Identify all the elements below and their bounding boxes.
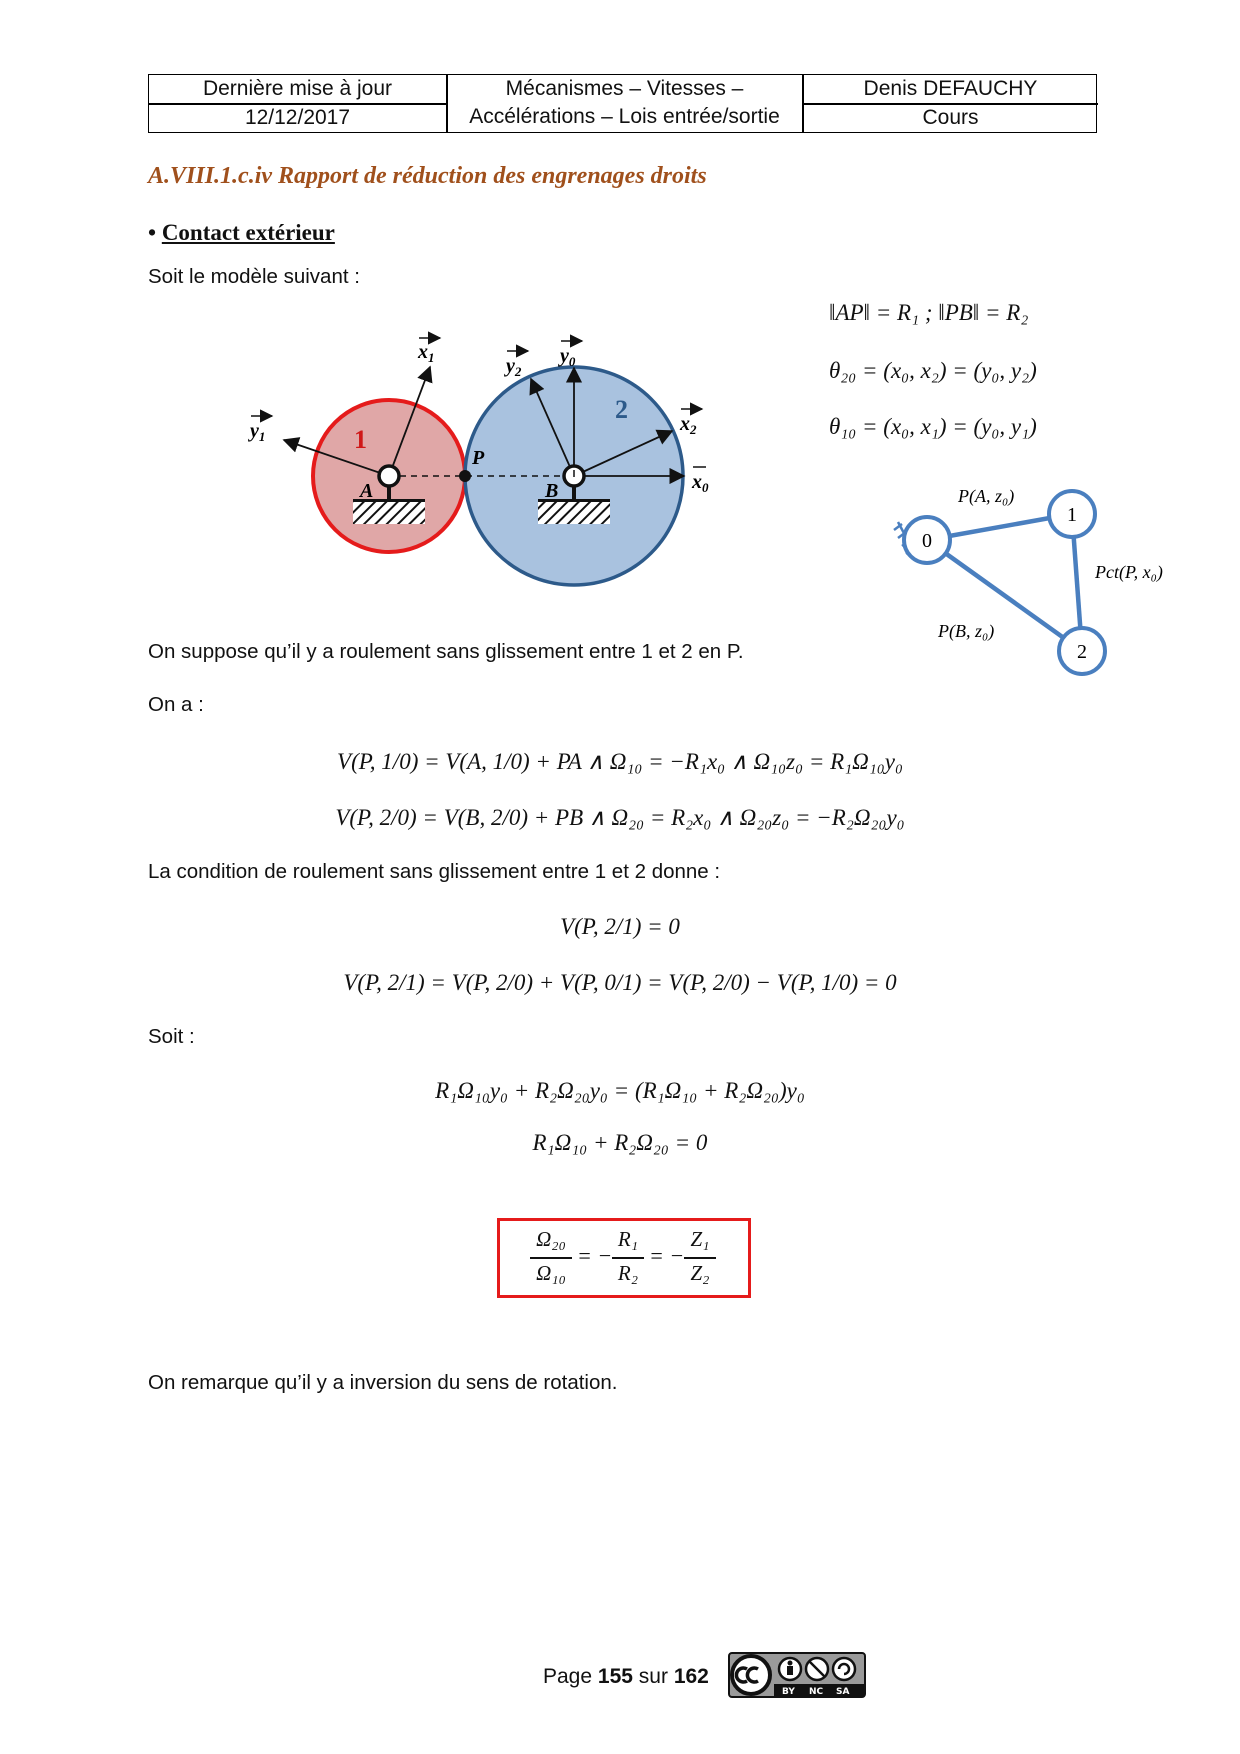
header-update-label: Dernière mise à jour xyxy=(202,77,393,100)
bullet-heading-line xyxy=(148,220,335,246)
footer-page-word: Page xyxy=(543,1665,593,1688)
label-y0: $y_0$ xyxy=(560,345,576,369)
ona-text: On a : xyxy=(148,693,204,716)
label-a: A xyxy=(360,480,374,502)
result-den-omega10: Ω₁₀ xyxy=(536,1261,566,1285)
result-fraction-bar xyxy=(684,1257,716,1259)
header-course-line1: Mécanismes – Vitesses – xyxy=(505,77,744,100)
header-author: Denis DEFAUCHY xyxy=(863,77,1038,100)
label-x1: $x_1$ xyxy=(418,341,435,365)
remark-text: On remarque qu’il y a inversion du sens de rotation. xyxy=(148,1371,618,1394)
header-doc-type: Cours xyxy=(922,106,979,129)
equation-v-p-1-0: V(P, 1/0) = V(A, 1/0) + PA ∧ Ω₁₀ = −R₁x₀ ∧ Ω₁₀z₀ = R₁Ω₁₀y₀ xyxy=(337,749,903,774)
label-p: P xyxy=(472,447,485,469)
graph-node-0-label: 0 xyxy=(922,530,932,552)
gear-diagram xyxy=(240,330,710,590)
header-date: 12/12/2017 xyxy=(244,106,351,129)
page-footer xyxy=(543,1665,709,1689)
svg-text:SA: SA xyxy=(836,1687,850,1697)
relation-theta10: θ₁₀ = (x₀, x₁) = (y₀, y₁) xyxy=(829,414,1037,439)
bullet-icon: • xyxy=(148,220,157,245)
footer-total-pages: 162 xyxy=(673,1665,709,1688)
result-equals-1: = − xyxy=(577,1243,613,1268)
result-den-r2: R₂ xyxy=(617,1261,639,1285)
contact-point-p xyxy=(459,470,471,482)
svg-text:NC: NC xyxy=(809,1687,824,1697)
graph-node-1-label: 1 xyxy=(1067,504,1077,526)
result-fraction-bar xyxy=(530,1257,572,1259)
equation-sum: R₁Ω₁₀y₀ + R₂Ω₂₀y₀ = (R₁Ω₁₀ + R₂Ω₂₀)y₀ xyxy=(435,1078,805,1103)
intro-text: Soit le modèle suivant : xyxy=(148,265,360,288)
bullet-heading: Contact extérieur xyxy=(161,220,335,245)
equation-v-p-2-0: V(P, 2/0) = V(B, 2/0) + PB ∧ Ω₂₀ = R₂x₀ ∧ Ω₂₀z₀ = −R₂Ω₂₀y₀ xyxy=(335,805,905,830)
ground-b-hatch xyxy=(538,502,610,524)
relation-theta20: θ₂₀ = (x₀, x₂) = (y₀, y₂) xyxy=(829,358,1037,383)
label-gear-1: 1 xyxy=(354,425,367,454)
result-num-omega20: Ω₂₀ xyxy=(536,1227,566,1251)
label-y1: $y_1$ xyxy=(250,420,266,444)
result-num-z1: Z₁ xyxy=(690,1227,710,1251)
footer-page-number: 155 xyxy=(597,1665,633,1688)
result-num-r1: R₁ xyxy=(617,1227,639,1251)
linkage-graph xyxy=(880,470,1190,690)
svg-text:BY: BY xyxy=(782,1687,795,1697)
label-y2: $y_2$ xyxy=(506,355,522,379)
label-x2: $x_2$ xyxy=(680,413,697,437)
label-x0: $x_0$ xyxy=(692,471,709,495)
relation-norms: ‖AP‖ = R₁ ; ‖PB‖ = R₂ xyxy=(829,300,1029,325)
header-course-line2: Accélérations – Lois entrée/sortie xyxy=(469,105,780,128)
result-den-z2: Z₂ xyxy=(690,1261,710,1285)
cc-license-icon xyxy=(728,1652,866,1698)
hypothesis-text: On suppose qu’il y a roulement sans glissement entre 1 et 2 en P. xyxy=(148,640,744,663)
graph-link-0-2-label: P(B, z₀) xyxy=(938,621,995,641)
result-box xyxy=(497,1218,751,1298)
equation-composition: V(P, 2/1) = V(P, 2/0) + V(P, 0/1) = V(P, 2/0) − V(P, 1/0) = 0 xyxy=(343,970,897,995)
soit-text: Soit : xyxy=(148,1025,195,1048)
label-b: B xyxy=(545,480,559,502)
graph-link-1-2-label: Pct(P, x₀) xyxy=(1095,562,1163,582)
label-gear-2: 2 xyxy=(615,395,628,424)
result-fraction-bar xyxy=(612,1257,644,1259)
equation-rsg: V(P, 2/1) = 0 xyxy=(560,914,680,939)
equation-zero: R₁Ω₁₀ + R₂Ω₂₀ = 0 xyxy=(532,1130,708,1155)
graph-node-2-label: 2 xyxy=(1077,641,1087,663)
section-title: A.VIII.1.c.iv Rapport de réduction des engrenages droits xyxy=(148,163,707,189)
footer-sur: sur xyxy=(638,1665,668,1688)
pivot-a xyxy=(379,466,399,486)
condition-text: La condition de roulement sans glissement entre 1 et 2 donne : xyxy=(148,860,721,883)
result-equals-2: = − xyxy=(649,1243,685,1268)
graph-link-0-1-label: P(A, z₀) xyxy=(958,486,1015,506)
ground-a-hatch xyxy=(353,502,425,524)
header-table xyxy=(148,74,1097,133)
